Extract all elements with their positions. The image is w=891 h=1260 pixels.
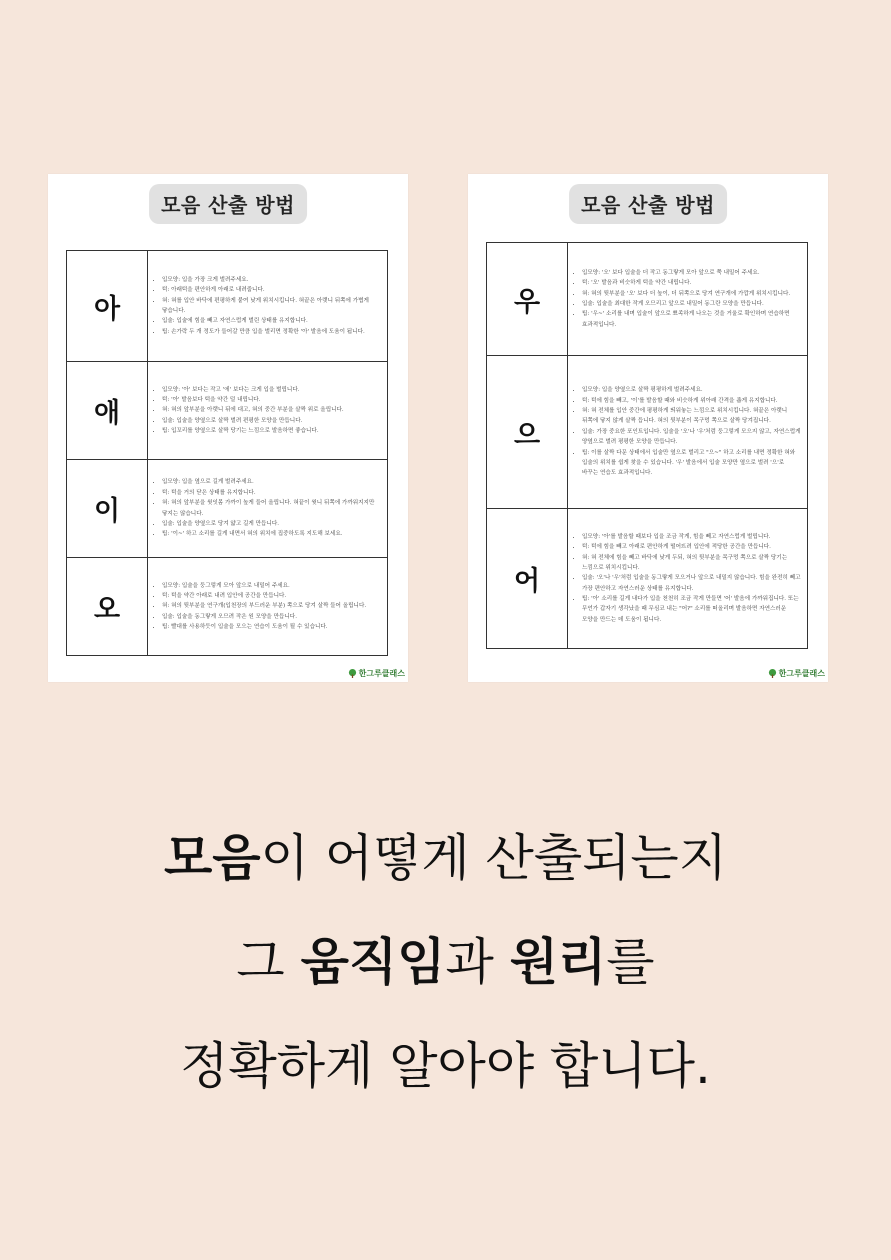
- vowel-table: [486, 242, 808, 649]
- tip-item: • 턱: 턱을 약간 아래로 내려 입안에 공간을 만듭니다.: [162, 591, 381, 601]
- brand-name: 한그루클래스: [778, 669, 825, 678]
- tip-item: • 입모양: 입을 양옆으로 살짝 평평하게 벌려주세요.: [582, 385, 801, 395]
- vowel-label: 아: [67, 251, 148, 362]
- caption-emphasis: 움직임: [300, 933, 446, 991]
- vowel-label: 오: [67, 558, 148, 656]
- vowel-table: [66, 250, 388, 656]
- tip-item: • 팁: 빨대를 사용하듯이 입술을 모으는 연습이 도움이 될 수 있습니다.: [162, 622, 381, 632]
- vowel-sheet-right: [468, 174, 828, 682]
- tree-icon: [768, 669, 777, 678]
- caption-text: 이 어떻게 산출되는지: [260, 829, 728, 887]
- caption-text: 과: [445, 933, 510, 991]
- tip-item: • 혀: 혀의 앞부분을 윗잇몸 가까이 높게 들어 올립니다. 혀끝이 윗니 뒤쪽에 가까워지지만 닿지는 않습니다.: [162, 498, 381, 519]
- caption-line-2: [0, 922, 891, 994]
- caption-emphasis: 원리: [509, 933, 607, 991]
- tip-item: • 입모양: 입술을 둥그렇게 모아 앞으로 내밀어 주세요.: [162, 581, 381, 591]
- tip-item: • 입술: 입술에 힘을 빼고 자연스럽게 벌린 상태를 유지합니다.: [162, 316, 381, 326]
- table-row: [67, 558, 388, 656]
- tip-item: • 팁: 입꼬리를 양옆으로 살짝 당기는 느낌으로 발음하면 좋습니다.: [162, 426, 381, 436]
- tip-item: • 입술: 입술을 동그랗게 오므려 작은 원 모양을 만듭니다.: [162, 612, 381, 622]
- table-row: [67, 460, 388, 558]
- vowel-label: 우: [487, 243, 568, 356]
- tip-item: • 턱: 아래턱을 편안하게 아래로 내려줍니다.: [162, 285, 381, 295]
- brand-name: 한그루클래스: [358, 669, 405, 678]
- tip-item: • 입술: 입술을 최대한 작게 오므리고 앞으로 내밀어 동그란 모양을 만듭니다.: [582, 299, 801, 309]
- tip-item: • 입모양: '아'를 발음할 때보다 입을 조금 작게, 힘을 빼고 자연스럽게 벌립니다.: [582, 532, 801, 542]
- caption-text: 그: [236, 933, 301, 991]
- tip-item: • 팁: '아' 소리를 길게 내다가 입을 천천히 조금 작게 만들면 '어' 발음에 가까워집니다. 또는 무언가 갑자기 생각났을 때 무심코 내는 "어?" 소리를 떠올리며 발음하면 자연스러운 모양을 만드는 데 도움이 됩니다.: [582, 594, 801, 625]
- caption-line-1: [0, 818, 891, 890]
- tip-item: • 혀: 혀의 앞부분을 아랫니 뒤에 대고, 혀의 중간 부분을 살짝 위로 올립니다.: [162, 405, 381, 415]
- tip-item: • 혀: 혀 전체를 입안 중간에 평평하게 띄워놓는 느낌으로 위치시킵니다. 혀끝은 아랫니 뒤쪽에 닿지 않게 살짝 듭니다. 혀의 뒷부분이 목구멍 쪽으로 살짝 당겨집니다.: [582, 406, 801, 427]
- table-row: [67, 251, 388, 362]
- brand-logo: [348, 668, 405, 679]
- tips-cell: [568, 509, 808, 649]
- tip-item: • 턱: '아' 발음보다 턱을 약간 덜 내립니다.: [162, 395, 381, 405]
- tip-item: • 입술: 입술을 양옆으로 살짝 벌려 편평한 모양을 만듭니다.: [162, 416, 381, 426]
- tips-cell: [148, 460, 388, 558]
- tip-item: • 턱: '오' 발음과 비슷하게 턱을 약간 내립니다.: [582, 278, 801, 288]
- vowel-label: 이: [67, 460, 148, 558]
- tips-cell: [148, 251, 388, 362]
- caption-text: 를: [606, 933, 655, 991]
- caption-line-3: 정확하게 알아야 합니다.: [180, 1037, 711, 1095]
- tips-cell: [568, 243, 808, 356]
- tip-item: • 입술: 가장 중요한 포인트입니다. 입술을 '오'나 '우'처럼 둥그렇게 모으지 않고, 자연스럽게 양옆으로 벌려 평평한 모양을 만듭니다.: [582, 427, 801, 448]
- tip-item: • 팁: 이를 살짝 다문 상태에서 입술만 옆으로 벌리고 "으~" 하고 소리를 내면 정확한 혀와 입술의 위치를 쉽게 찾을 수 있습니다. '우' 발음에서 입술 모양만 옆으로 벌려 '으'로 바꾸는 연습도 효과적입니다.: [582, 448, 801, 479]
- tip-item: • 혀: 혀의 뒷부분을 '오' 보다 더 높이, 더 뒤쪽으로 당겨 연구개에 가깝게 위치시킵니다.: [582, 289, 801, 299]
- tip-item: • 입모양: '아' 보다는 작고 '에' 보다는 크게 입을 벌립니다.: [162, 385, 381, 395]
- tips-cell: [568, 356, 808, 509]
- tips-cell: [148, 558, 388, 656]
- tip-item: • 입모양: 입을 가장 크게 벌려주세요.: [162, 275, 381, 285]
- tips-cell: [148, 362, 388, 460]
- tip-item: • 팁: '우~' 소리를 내며 입술이 앞으로 뾰족하게 나오는 것을 거울로 확인하며 연습하면 효과적입니다.: [582, 309, 801, 330]
- tip-item: • 혀: 혀 전체에 힘을 빼고 바닥에 낮게 두되, 혀의 뒷부분을 목구멍 쪽으로 살짝 당기는 느낌으로 위치시킵니다.: [582, 553, 801, 574]
- tip-item: • 팁: '이~' 하고 소리를 길게 내면서 혀의 위치에 집중하도록 지도해 보세요.: [162, 529, 381, 539]
- table-row: [487, 356, 808, 509]
- table-row: [487, 243, 808, 356]
- tip-item: • 혀: 혀의 뒷부분을 연구개(입천장의 부드러운 부분) 쪽으로 당겨 살짝 들어 올립니다.: [162, 601, 381, 611]
- vowel-sheet-left: [48, 174, 408, 682]
- vowel-label: 어: [487, 509, 568, 649]
- tip-item: • 턱: 턱에 힘을 빼고, '이'를 발음할 때와 비슷하게 위아래 간격을 좁게 유지합니다.: [582, 396, 801, 406]
- tip-item: • 혀: 혀를 입안 바닥에 편평하게 붙여 낮게 위치시킵니다. 혀끝은 아랫니 뒤쪽에 가볍게 닿습니다.: [162, 296, 381, 317]
- table-row: [487, 509, 808, 649]
- vowel-label: 으: [487, 356, 568, 509]
- sheet-title: 모음 산출 방법: [149, 184, 307, 224]
- tip-item: • 입모양: '오' 보다 입술을 더 작고 동그랗게 모아 앞으로 쭉 내밀어 주세요.: [582, 268, 801, 278]
- tip-item: • 입술: 입술을 양옆으로 당겨 얇고 길게 만듭니다.: [162, 519, 381, 529]
- tip-item: • 턱: 턱에 힘을 빼고 아래로 편안하게 떨어뜨려 입안에 적당한 공간을 만듭니다.: [582, 542, 801, 552]
- table-row: [67, 362, 388, 460]
- tip-item: • 팁: 손가락 두 개 정도가 들어갈 만큼 입을 벌리면 정확한 '아' 발음에 도움이 됩니다.: [162, 327, 381, 337]
- tip-item: • 입모양: 입을 옆으로 길게 벌려주세요.: [162, 477, 381, 487]
- sheet-title: 모음 산출 방법: [569, 184, 727, 224]
- brand-logo: [768, 668, 825, 679]
- tip-item: • 턱: 턱을 거의 닫은 상태를 유지합니다.: [162, 488, 381, 498]
- vowel-label: 애: [67, 362, 148, 460]
- caption-emphasis: 모음: [163, 829, 261, 887]
- tip-item: • 입술: '오'나 '우'처럼 입술을 동그랗게 모으거나 앞으로 내밀지 않습니다. 힘을 완전히 빼고 가장 편안하고 자연스러운 상태를 유지합니다.: [582, 573, 801, 594]
- tree-icon: [348, 669, 357, 678]
